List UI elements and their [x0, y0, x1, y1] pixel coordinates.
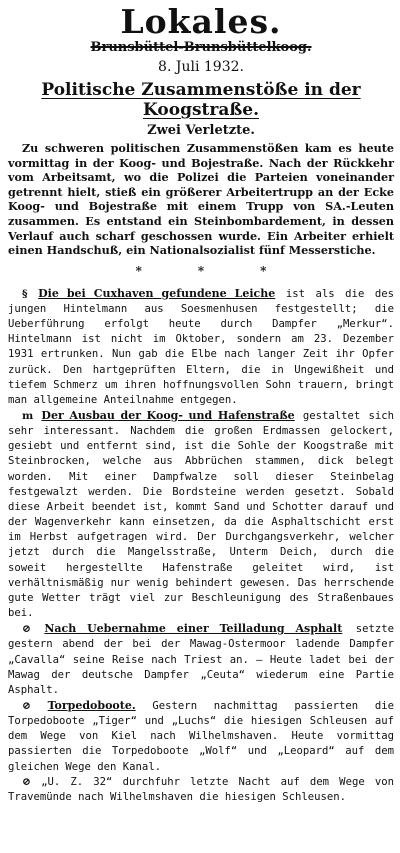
news-item	[8, 408, 394, 621]
dateline: Brunsbüttel-Brunsbüttelkoog.	[90, 40, 312, 55]
item-mark: m	[22, 410, 34, 422]
separator-star: *	[197, 263, 205, 278]
news-item	[8, 775, 394, 805]
item-keyword: Torpedoboote.	[47, 698, 136, 712]
item-mark: ⊘	[22, 699, 31, 712]
issue-date: 8. Juli 1932.	[158, 59, 244, 75]
item-mark: ⊘	[22, 775, 31, 788]
item-keyword: Nach Uebernahme einer Teilladung Asphalt	[44, 622, 343, 636]
item-text: „U. Z. 32“ durchfuhr letzte Nacht auf dem Wege von Travemünde nach Wilhelmshaven die hiesigen Schleusen.	[8, 775, 394, 803]
lead-subheadline: Zwei Verletzte.	[147, 123, 255, 138]
news-item	[8, 698, 394, 775]
news-item	[8, 621, 394, 698]
item-text: gestaltet sich sehr interessant. Nachdem die großen Erdmassen gelockert, gesiebt und entfernt sind, ist die Sohle der Koogstraße mit Steinbrocken, welche aus Abbrüchen stammen, dick belegt worden. Mit einer Dampfwalze soll dieser Steinbelag festgewalzt werden. Die Bordsteine werden gesetzt. Sobald diese Arbeit beendet ist, kommt Sand und Schotter darauf und der Wagenverkehr kann einsetzen, da die Asphaltschicht erst im Herbst aufgetragen wird. Der Durchgangsverkehr, welcher jetzt durch die Mangelsstraße, Unterm Deich, durch die soweit hergestellte Hafenstraße geleitet wird, ist verhältnismäßig nur wenig behindert gewesen. Das herrschende gute Wetter trägt viel zur Beschleunigung des Straßenbaues bei.	[8, 410, 394, 620]
separator-star: *	[135, 263, 142, 278]
item-keyword: Die bei Cuxhaven gefundene Leiche	[38, 286, 276, 300]
lead-article	[8, 80, 394, 258]
section-title: Lokales.	[120, 2, 282, 41]
news-item	[8, 286, 394, 408]
item-text: ist als die des jungen Hintelmann aus Soesmenhusen festgestellt; die Ueberführung erfolgt heute durch Dampfer „Merkur“. Hintelmann ist nicht im Oktober, sondern am 23. Dezember 1931 ertrunken. Nun gab die Elbe nach langer Zeit ihr Opfer zurück. Den hartgeprüften Eltern, die in Ungewißheit und tiefem Schmerz um ihren hoffnungsvollen Sohn trauern, bringt man allgemeine Anteilnahme entgegen.	[8, 287, 395, 406]
item-text: Gestern nachmittag passierten die Torpedoboote „Tiger“ und „Luchs“ die hiesigen Schleusen auf dem Wege von Kiel nach Wilhelmshaven. Heute vormittag passierten die Torpedoboote „Wolf“ und „Leopard“ auf dem gleichen Wege den Kanal.	[8, 699, 394, 773]
section-separator	[8, 264, 394, 278]
lead-body: Zu schweren politischen Zusammenstößen kam es heute vormittag in der Koog- und Bojestraße. Nach der Rückkehr vom Arbeitsamt, wo die Polizei die Parteien voneinander getrennt hielt, stieß ein größerer Arbeitertrupp an der Ecke Koog- und Bojestraße mit einem Trupp von SA.-Leuten zusammen. Es entstand ein Steinbombardement, in dessen Verlauf auch scharf geschossen wurde. Ein Arbeiter erhielt einen Handschuß, ein Nationalsozialist fünf Messerstiche.	[8, 141, 394, 258]
item-mark: ⊘	[22, 623, 31, 636]
item-keyword: Der Ausbau der Koog- und Hafenstraße	[41, 409, 295, 422]
separator-star: *	[260, 263, 267, 278]
item-text: setzte gestern abend der bei der Mawag-Ostermoor ladende Dampfer „Cavalla“ seine Reise nach Triest an. — Heute ladet bei der Mawag der deutsche Dampfer „Ceuta“ wiederum eine Partie Asphalt.	[8, 623, 394, 696]
item-mark: §	[22, 287, 28, 300]
lead-headline: Politische Zusammenstöße in der Koogstraße.	[41, 80, 361, 120]
